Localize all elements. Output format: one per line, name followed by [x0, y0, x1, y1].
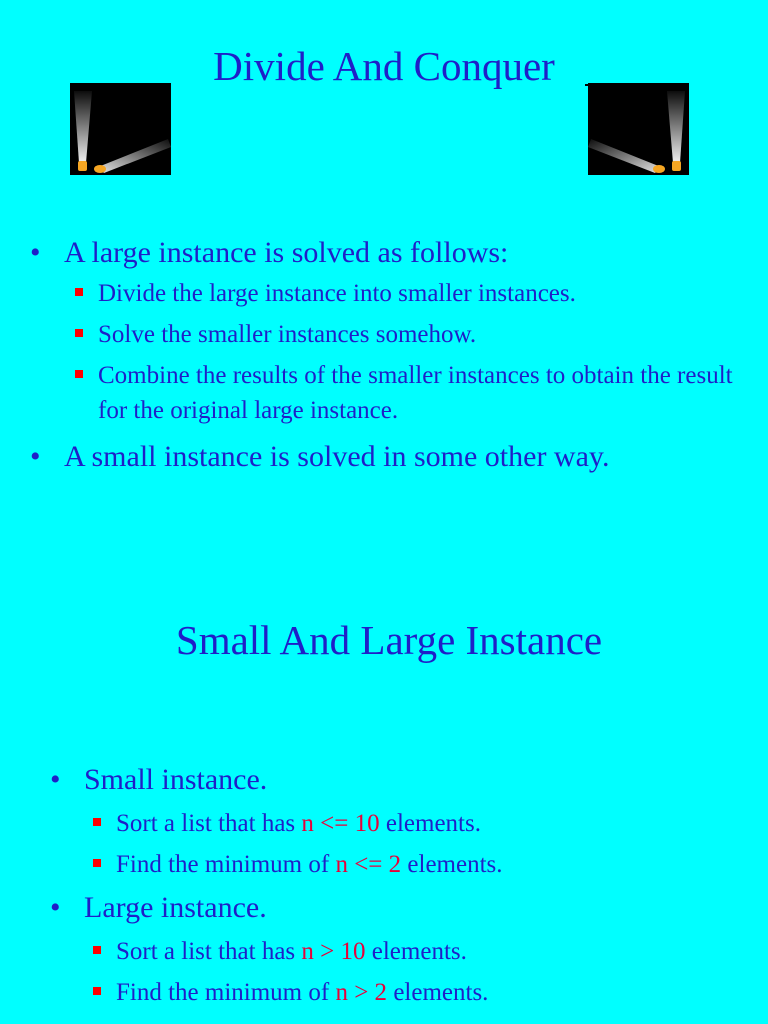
- slide-title: Small And Large Instance: [175, 617, 603, 663]
- sub-bullet-text: elements.: [387, 979, 489, 1006]
- sub-list-container: [50, 934, 750, 1010]
- sub-list: [82, 806, 750, 882]
- bullet-dot: •: [30, 236, 41, 269]
- bullet-list: [30, 236, 750, 474]
- square-bullet-icon: [93, 859, 101, 867]
- sub-bullet-text: Sort a list that has: [116, 810, 302, 837]
- bullet-list: [50, 763, 750, 1010]
- sub-bullet-text: elements.: [365, 938, 467, 965]
- highlight-value: n <= 2: [335, 851, 402, 878]
- list-item: [50, 763, 750, 797]
- sub-list-container: [30, 276, 750, 428]
- list-item: [82, 975, 750, 1010]
- slide-small-and-large-instance: [0, 520, 768, 1024]
- bullet-text: Small instance.: [84, 763, 268, 796]
- square-bullet-icon: [93, 946, 101, 954]
- sub-bullet-text: Divide the large instance into smaller instances.: [98, 280, 576, 307]
- list-item: [50, 891, 750, 925]
- highlight-value: n > 10: [301, 938, 366, 965]
- slide-title: Divide And Conquer: [213, 43, 555, 89]
- highlight-value: n > 2: [335, 979, 388, 1006]
- list-item: [82, 806, 750, 841]
- square-bullet-icon: [75, 329, 83, 337]
- square-bullet-icon: [93, 818, 101, 826]
- sub-bullet-text: elements.: [379, 810, 481, 837]
- sub-bullet-text: Sort a list that has: [116, 938, 302, 965]
- square-bullet-icon: [75, 288, 83, 296]
- sub-list-container: [50, 806, 750, 882]
- sub-bullet-text: Solve the smaller instances somehow.: [98, 321, 477, 348]
- list-item: [64, 317, 750, 352]
- sub-list: [64, 276, 750, 428]
- spotlight-icon: [588, 83, 689, 175]
- spotlight-icon: [70, 83, 171, 175]
- highlight-value: n <= 10: [301, 810, 380, 837]
- bullet-dot: •: [50, 763, 61, 796]
- sub-bullet-text: Combine the results of the smaller instances to obtain the result for the original large instance.: [98, 362, 733, 424]
- bullet-text: A large instance is solved as follows:: [64, 236, 509, 269]
- list-item: [64, 358, 738, 428]
- square-bullet-icon: [75, 370, 83, 378]
- bullet-text: A small instance is solved in some other way.: [64, 440, 610, 473]
- list-item: [30, 236, 750, 270]
- sub-bullet-text: elements.: [401, 851, 503, 878]
- sub-list: [82, 934, 750, 1010]
- square-bullet-icon: [93, 987, 101, 995]
- sub-bullet-text: Find the minimum of: [116, 979, 336, 1006]
- list-item: [82, 934, 750, 969]
- list-item: [82, 847, 750, 882]
- bullet-dot: •: [30, 440, 41, 473]
- bullet-text: Large instance.: [84, 891, 267, 924]
- sub-bullet-text: Find the minimum of: [116, 851, 336, 878]
- list-item: [30, 440, 750, 474]
- list-item: [64, 276, 750, 311]
- bullet-dot: •: [50, 891, 61, 924]
